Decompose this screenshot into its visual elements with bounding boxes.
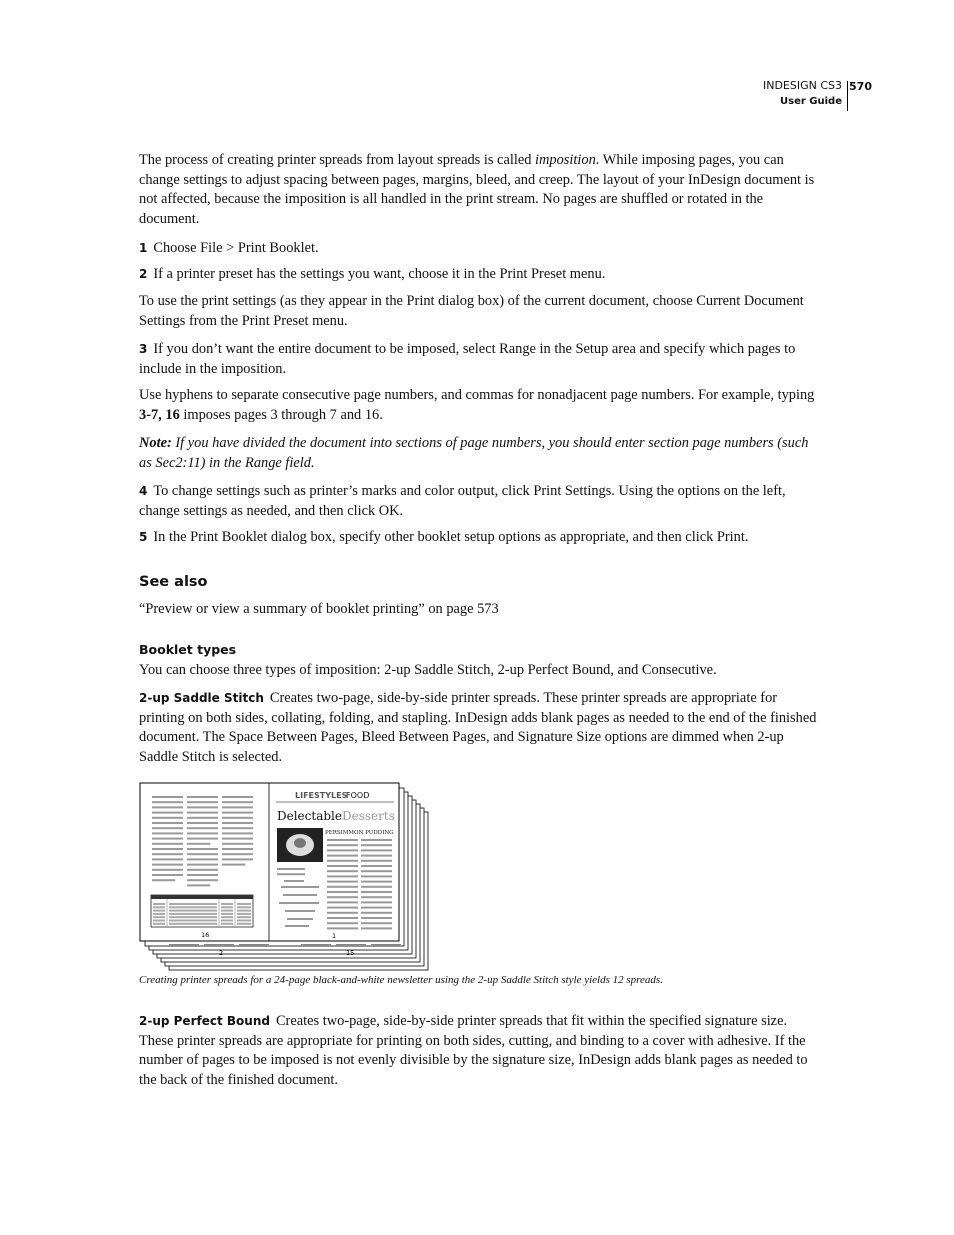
text-line-placeholder xyxy=(152,812,183,814)
text-line-placeholder xyxy=(187,832,218,834)
text-line-placeholder xyxy=(221,903,233,905)
text-line-placeholder xyxy=(221,906,233,908)
text-line-placeholder xyxy=(152,822,183,824)
text-line-placeholder xyxy=(222,858,253,860)
text-line-placeholder xyxy=(169,910,217,912)
text-line-placeholder xyxy=(284,880,304,882)
text-line-placeholder xyxy=(169,916,217,918)
text-line-placeholder xyxy=(237,916,251,918)
text-line-placeholder xyxy=(327,901,358,903)
page-right-number: 1 xyxy=(332,932,337,940)
text-line-placeholder xyxy=(187,843,210,845)
text-line-placeholder xyxy=(187,874,218,876)
article-subhead: PERSIMMON PUDDING xyxy=(325,830,394,836)
text-line-placeholder xyxy=(152,838,183,840)
see-also-link[interactable]: “Preview or view a summary of booklet printing” on page 573 xyxy=(139,601,499,617)
preset-paragraph: To use the print settings (as they appear in the Print dialog box) of the current document, choose Current Document Settings from the Print Preset menu. xyxy=(139,293,804,329)
step-5 xyxy=(139,528,819,548)
text-line-placeholder xyxy=(187,848,218,850)
text-line-placeholder xyxy=(187,869,218,871)
text-line-placeholder xyxy=(222,832,253,834)
article-title-delectable: Delectable xyxy=(277,809,342,823)
text-line-placeholder xyxy=(187,827,218,829)
text-line-placeholder xyxy=(222,838,253,840)
text-line-placeholder xyxy=(152,796,183,798)
text-line-placeholder xyxy=(361,891,392,893)
text-line-placeholder xyxy=(222,853,253,855)
text-line-placeholder xyxy=(361,855,392,857)
range-text-1: Use hyphens to separate consecutive page numbers, and commas for nonadjacent page numbers. For example, typing xyxy=(139,387,815,403)
text-line-placeholder xyxy=(187,822,218,824)
step-number: 4 xyxy=(139,484,148,498)
text-line-placeholder xyxy=(277,873,305,875)
intro-paragraph xyxy=(139,151,819,229)
intro-text-2: . While imposing pages, you can change settings to adjust spacing between pages, margins, bleed, and creep. The layout of your InDesign document is not affected, because the imposition is all handled in the print stream. No pages are shuffled or rotated in the document. xyxy=(139,152,815,227)
step-3 xyxy=(139,340,819,379)
step-4 xyxy=(139,482,819,521)
text-line-placeholder xyxy=(237,923,251,925)
page-left-number: 16 xyxy=(201,931,210,939)
text-line-placeholder xyxy=(327,891,358,893)
text-line-placeholder xyxy=(152,827,183,829)
step-1 xyxy=(139,239,819,259)
text-line-placeholder xyxy=(152,853,183,855)
figure-caption: Creating printer spreads for a 24-page black-and-white newsletter using the 2-up Saddle Stitch style yields 12 spreads. xyxy=(139,974,663,986)
text-line-placeholder xyxy=(361,927,392,929)
text-line-placeholder xyxy=(152,832,183,834)
text-line-placeholder xyxy=(187,812,218,814)
saddle-stitch-text: Creates two-page, side-by-side printer spreads. These printer spreads are appropriate for printing on both sides, collating, folding, and stapling. InDesign adds blank pages as needed to the end of the finished document. The Space Between Pages, Bleed Between Pages, and Signature Size options are dimmed when 2-up Saddle Stitch is selected. xyxy=(139,690,817,765)
text-line-placeholder xyxy=(221,923,233,925)
text-line-placeholder xyxy=(221,916,233,918)
text-line-placeholder xyxy=(187,858,218,860)
step-number: 5 xyxy=(139,530,148,544)
masthead-food: FOOD xyxy=(346,791,370,800)
text-line-placeholder xyxy=(222,817,253,819)
text-line-placeholder xyxy=(285,910,315,912)
text-line-placeholder xyxy=(153,906,165,908)
text-line-placeholder xyxy=(187,853,218,855)
text-line-placeholder xyxy=(327,881,358,883)
see-also-heading: See also xyxy=(139,574,208,590)
step-2 xyxy=(139,265,819,285)
text-line-placeholder xyxy=(153,923,165,925)
step-text: In the Print Booklet dialog box, specify other booklet setup options as appropriate, and then click Print. xyxy=(153,529,749,545)
text-line-placeholder xyxy=(287,918,313,920)
text-line-placeholder xyxy=(187,806,218,808)
text-line-placeholder xyxy=(169,903,217,905)
text-line-placeholder xyxy=(221,910,233,912)
text-line-placeholder xyxy=(187,884,210,886)
step-text: If you don’t want the entire document to be imposed, select Range in the Setup area and specify which pages to include in the imposition. xyxy=(139,341,796,377)
text-line-placeholder xyxy=(153,916,165,918)
text-line-placeholder xyxy=(152,874,183,876)
text-line-placeholder xyxy=(361,860,392,862)
text-line-placeholder xyxy=(361,870,392,872)
step-text: If a printer preset has the settings you want, choose it in the Print Preset menu. xyxy=(153,266,606,282)
text-line-placeholder xyxy=(327,839,358,841)
text-line-placeholder xyxy=(327,927,358,929)
text-line-placeholder xyxy=(221,920,233,922)
booklet-types-heading: Booklet types xyxy=(139,642,237,657)
text-line-placeholder xyxy=(222,827,253,829)
text-line-placeholder xyxy=(222,843,253,845)
text-line-placeholder xyxy=(152,864,183,866)
note-paragraph xyxy=(139,434,819,473)
text-line-placeholder xyxy=(222,812,253,814)
text-line-placeholder xyxy=(361,849,392,851)
back-page-right-number: 15 xyxy=(346,949,355,957)
text-line-placeholder xyxy=(222,796,253,798)
text-line-placeholder xyxy=(361,886,392,888)
text-line-placeholder xyxy=(285,925,309,927)
text-line-placeholder xyxy=(327,917,358,919)
text-line-placeholder xyxy=(327,896,358,898)
text-line-placeholder xyxy=(361,912,392,914)
text-line-placeholder xyxy=(222,801,253,803)
text-line-placeholder xyxy=(152,806,183,808)
text-line-placeholder xyxy=(222,864,245,866)
text-line-placeholder xyxy=(361,875,392,877)
text-line-placeholder xyxy=(153,913,165,915)
text-line-placeholder xyxy=(361,865,392,867)
text-line-placeholder xyxy=(327,855,358,857)
text-line-placeholder xyxy=(221,913,233,915)
text-line-placeholder xyxy=(361,844,392,846)
text-line-placeholder xyxy=(152,848,183,850)
text-line-placeholder xyxy=(237,910,251,912)
text-line-placeholder xyxy=(222,806,253,808)
product-name: INDESIGN CS3 xyxy=(762,79,842,92)
text-line-placeholder xyxy=(152,843,183,845)
text-line-placeholder xyxy=(169,923,217,925)
text-line-placeholder xyxy=(327,849,358,851)
step-text: Choose File > Print Booklet. xyxy=(153,240,319,256)
text-line-placeholder xyxy=(361,901,392,903)
text-line-placeholder xyxy=(281,886,319,888)
text-line-placeholder xyxy=(361,917,392,919)
text-line-placeholder xyxy=(222,848,253,850)
text-line-placeholder xyxy=(169,906,217,908)
text-line-placeholder xyxy=(153,910,165,912)
text-line-placeholder xyxy=(169,913,217,915)
text-line-placeholder xyxy=(327,844,358,846)
booklet-types-intro: You can choose three types of imposition: 2-up Saddle Stitch, 2-up Perfect Bound, and Consecutive. xyxy=(139,662,717,678)
step-number: 3 xyxy=(139,342,148,356)
text-line-placeholder xyxy=(237,906,251,908)
text-line-placeholder xyxy=(153,920,165,922)
text-line-placeholder xyxy=(237,920,251,922)
text-line-placeholder xyxy=(361,907,392,909)
text-line-placeholder xyxy=(187,801,218,803)
intro-term: imposition xyxy=(535,152,596,168)
text-line-placeholder xyxy=(277,868,305,870)
text-line-placeholder xyxy=(187,838,218,840)
text-line-placeholder xyxy=(237,903,251,905)
text-line-placeholder xyxy=(327,860,358,862)
text-line-placeholder xyxy=(283,894,317,896)
text-line-placeholder xyxy=(152,879,175,881)
text-line-placeholder xyxy=(327,912,358,914)
article-title-desserts: Desserts xyxy=(342,809,395,823)
text-line-placeholder xyxy=(361,896,392,898)
saddle-stitch-figure xyxy=(139,782,439,972)
range-text-2: imposes pages 3 through 7 and 16. xyxy=(179,406,383,423)
saddle-stitch-term: 2-up Saddle Stitch xyxy=(139,691,264,705)
text-line-placeholder xyxy=(361,839,392,841)
text-line-placeholder xyxy=(187,796,218,798)
text-line-placeholder xyxy=(327,870,358,872)
text-line-placeholder xyxy=(327,886,358,888)
text-line-placeholder xyxy=(327,907,358,909)
text-line-placeholder xyxy=(361,881,392,883)
text-line-placeholder xyxy=(327,865,358,867)
perfect-bound-text: Creates two-page, side-by-side printer spreads that fit within the specified signature size. These printer spreads are appropriate for printing on both sides, cutting, and binding to a cover with adhesive. If the number of pages to be imposed is not evenly divisible by the signature size, InDesign adds blank pages as needed to the back of the finished document. xyxy=(139,1013,808,1088)
range-paragraph xyxy=(139,386,819,425)
intro-text-1: The process of creating printer spreads from layout spreads is called xyxy=(139,152,536,168)
text-line-placeholder xyxy=(327,875,358,877)
note-label: Note: xyxy=(139,435,172,451)
masthead-lifestyles: LIFESTYLES xyxy=(295,791,348,800)
text-line-placeholder xyxy=(187,817,218,819)
range-example: 3-7, 16 xyxy=(139,406,180,423)
step-number: 2 xyxy=(139,267,148,281)
step-number: 1 xyxy=(139,241,148,255)
text-line-placeholder xyxy=(152,869,183,871)
back-page-left-number: 2 xyxy=(219,949,224,957)
perfect-bound-paragraph xyxy=(139,1012,819,1090)
text-line-placeholder xyxy=(187,864,218,866)
text-line-placeholder xyxy=(152,801,183,803)
page-number: 570 xyxy=(849,80,872,93)
perfect-bound-term: 2-up Perfect Bound xyxy=(139,1014,270,1028)
saddle-stitch-paragraph xyxy=(139,689,819,767)
note-text: If you have divided the document into sections of page numbers, you should enter section page numbers (such as Sec2:11) in the Range field. xyxy=(139,435,809,471)
text-line-placeholder xyxy=(222,822,253,824)
guide-name: User Guide xyxy=(780,96,842,107)
step-text: To change settings such as printer’s marks and color output, click Print Settings. Using the options on the left, change settings as needed, and then click OK. xyxy=(139,483,786,519)
text-line-placeholder xyxy=(152,817,183,819)
text-line-placeholder xyxy=(153,903,165,905)
header-divider xyxy=(847,81,848,111)
text-line-placeholder xyxy=(237,913,251,915)
text-line-placeholder xyxy=(327,922,358,924)
text-line-placeholder xyxy=(187,879,218,881)
text-line-placeholder xyxy=(169,920,217,922)
text-line-placeholder xyxy=(152,858,183,860)
text-line-placeholder xyxy=(279,902,319,904)
text-line-placeholder xyxy=(361,922,392,924)
